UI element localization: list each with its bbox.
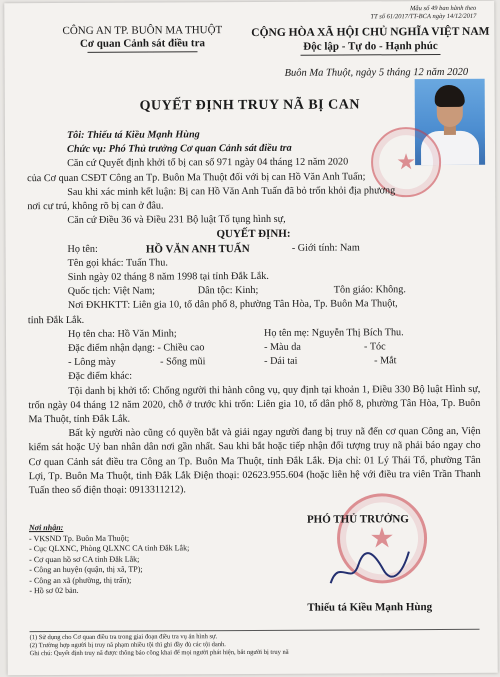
father-name: Họ tên cha: Hồ Văn Minh;	[67, 328, 177, 340]
decision-heading: QUYẾT ĐỊNH:	[216, 228, 291, 241]
finding-line: nơi cư trú, không rõ bị can ở đâu.	[27, 200, 164, 213]
national-header	[250, 25, 490, 56]
basis-line: của Cơ quan CSĐT Công an Tp. Buôn Ma Thuột đối với bị can Hồ Văn Anh Tuấn;	[27, 171, 366, 184]
ethnicity: Dân tộc: Kinh;	[197, 285, 259, 297]
issue-date: Buôn Ma Thuột, ngày 5 tháng 12 năm 2020	[284, 66, 469, 79]
document-page	[4, 1, 498, 676]
trait-skin: - Màu da	[264, 341, 301, 353]
signer-name: Thiếu tá Kiều Mạnh Hùng	[307, 601, 433, 614]
basis-line: Căn cứ Quyết định khởi tố bị can số 971 ngày 04 tháng 12 năm 2020	[67, 156, 349, 170]
form-number-line: TT số 61/2017/TT-BCA ngày 14/12/2017	[370, 12, 477, 21]
trait-eyebrow: - Lông mày	[68, 356, 116, 369]
agency-line-2: Cơ quan Cảnh sát điều tra	[79, 37, 205, 50]
agency-header	[42, 24, 242, 53]
recipient-item: - Công an huyện (quận, thị xã, TP);	[29, 564, 143, 575]
document-title: QUYẾT ĐỊNH TRUY NÃ BỊ CAN	[139, 97, 360, 114]
mother-name: Họ tên mẹ: Nguyễn Thị Bích Thu.	[263, 327, 404, 339]
footnotes	[30, 629, 480, 658]
trait-nose: - Sống mũi	[160, 356, 206, 368]
signer-title: PHÓ THỦ TRƯỞNG	[306, 513, 409, 526]
handwritten-signature	[323, 543, 418, 598]
official-stamp: ★	[371, 127, 441, 197]
nationality: Quốc tịch: Việt Nam;	[67, 285, 155, 298]
legal-basis-line: Căn cứ Điều 36 và Điều 231 Bộ luật Tố tụng hình sự,	[67, 214, 286, 227]
trait-earlobe: - Dái tai	[264, 356, 298, 368]
charge-paragraph: Tội danh bị khởi tố: Chống người thi hành công vụ, quy định tại khoản 1, Điều 330 Bộ luật Hình sự, trốn ngày 04 tháng 12 năm 2020, chỗ ở trước khi trốn: Liên gia 10, tổ dân phố 8, phường Tân Hòa, Tp. Buôn Ma Thuột, tỉnh Đắk Lắk.	[28, 383, 481, 426]
religion: Tôn giáo: Không.	[333, 284, 406, 296]
alias: Tên gọi khác: Tuấn Thu.	[67, 257, 168, 269]
document-body	[27, 127, 481, 499]
motto-divider	[301, 54, 441, 56]
signature-stamp: ★	[337, 493, 427, 583]
recipient-item: - Cục QLXNC, Phòng QLXNC CA tỉnh Đắk Lắk;	[29, 543, 190, 554]
trait-eyes: - Mắt	[374, 355, 397, 367]
recipient-item: - Công an xã (phường, thị trấn);	[29, 575, 132, 585]
other-traits: Đặc điểm khác:	[68, 371, 133, 383]
residence-line: Nơi ĐKHKTT: Liên gia 10, tổ dân phố 8, phường Tân Hòa, Tp. Buôn Ma Thuột,	[67, 298, 398, 312]
name-label: Họ tên:	[67, 243, 98, 255]
arrest-instruction: Bất kỳ người nào cũng có quyền bắt và giải ngay người đang bị truy nã đến cơ quan Công an, Viện kiểm sát hoặc Uỷ ban nhân dân nơi gần nhất. Sau khi bắt hoặc tiếp nhận đối tượng truy nã phải báo ngay cho Cơ quan Cảnh sát điều tra Công an Tp. Buôn Ma Thuột, tỉnh Đắk Lắk. Địa chỉ: 01 Lý Thái Tổ, phường Tân Lợi, Tp. Buôn Ma Thuột, tỉnh Đắk Lắk Điện thoại: 02623.955.604 (hoặc liên hệ với điều tra viên Trần Thanh Tuấn theo số điện thoại: 0913311212).	[28, 426, 481, 497]
trait-hair: - Tóc	[364, 341, 386, 353]
footnote: Ghi chú: Quyết định truy nã được thông báo công khai để mọi người phát hiện, bắt người bị truy nã	[29, 648, 289, 658]
residence-line: tỉnh Đắk Lắk.	[27, 314, 85, 326]
finding-line: Sau khi xác minh kết luận: Bị can Hồ Văn Anh Tuấn đã bỏ trốn khỏi địa phương	[67, 185, 396, 198]
recipients-heading: Nơi nhận:	[28, 522, 64, 533]
suspect-name: HỒ VĂN ANH TUẤN	[145, 242, 250, 256]
form-number-line: Mẫu số 49 ban hành theo	[409, 4, 477, 13]
recipient-item: - Cơ quan hồ sơ CA tỉnh Đắk Lắk;	[29, 554, 140, 564]
recipients	[29, 522, 190, 596]
gender: - Giới tính: Nam	[291, 242, 360, 254]
header-divider	[87, 51, 197, 53]
national-motto: Độc lập - Tự do - Hạnh phúc	[303, 40, 438, 53]
recipient-item: - Hồ sơ 02 bản.	[29, 585, 79, 596]
birth-info: Sinh ngày 02 tháng 8 năm 1998 tại tỉnh Đắk Lắk.	[67, 270, 269, 283]
position-line: Chức vụ: Phó Thủ trưởng Cơ quan Cảnh sát điều tra	[66, 142, 292, 156]
trait-height: Đặc điểm nhận dạng: - Chiều cao	[68, 342, 205, 355]
national-title: CỘNG HÒA XÃ HỘI CHỦ NGHĨA VIỆT NAM	[251, 25, 490, 39]
footnote: (1) Sử dụng cho Cơ quan điều tra trong giai đoạn điều tra vụ án hình sự.	[29, 633, 218, 642]
recipient-item: - VKSND Tp. Buôn Ma Thuột;	[29, 533, 130, 543]
form-number	[370, 5, 476, 22]
issuer-line: Tôi: Thiếu tá Kiều Mạnh Hùng	[66, 129, 200, 141]
agency-line-1: CÔNG AN TP. BUÔN MA THUỘT	[62, 24, 223, 37]
footnote: (2) Trường hợp người bị truy nã phạm nhiều tội thì ghi đầy đủ các tội danh.	[29, 641, 226, 650]
